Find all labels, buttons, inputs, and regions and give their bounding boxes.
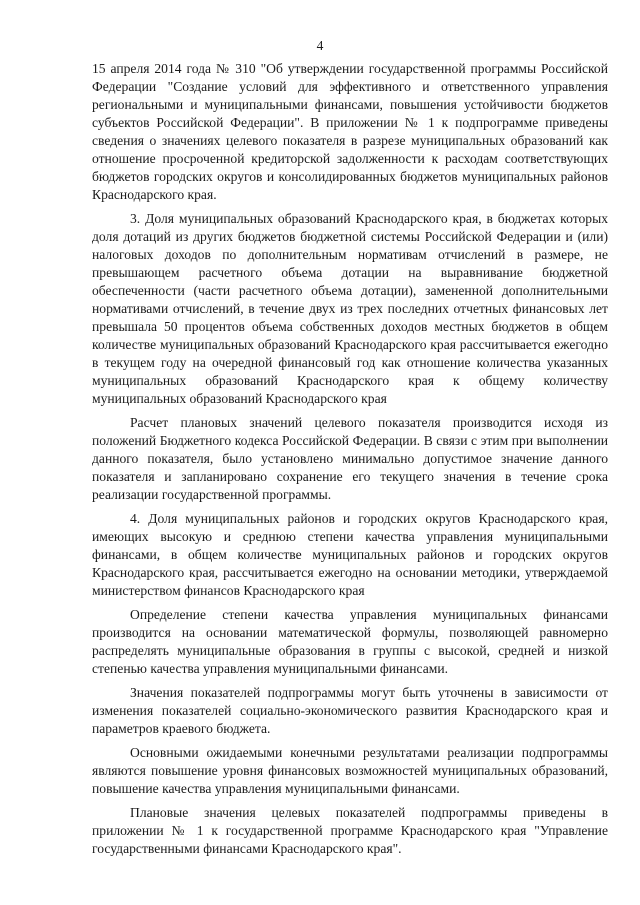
paragraph-planned-values: Плановые значения целевых показателей подпрограммы приведены в приложении № 1 к государственной программе Краснодарского края "Управление государственными финансами Краснодарского края". [92,805,608,856]
paragraph-indicator-4: 4. Доля муниципальных районов и городских округов Краснодарского края, имеющих высокую и среднюю степени качества управления муниципальными финансами, в общем количестве муниципальных районов и городских округов Краснодарского края, рассчитывается ежегодно на основании методики, утверждаемой министерством финансов Краснодарского края [92,511,608,598]
paragraph-calculation: Расчет плановых значений целевого показателя производится исходя из положений Бюджетного кодекса Российской Федерации. В связи с этим при выполнении данного показателя, было установлено минимально допустимое значение данного показателя и запланировано сохранение его текущего значения в течение срока реализации государственной программы. [92,415,608,502]
paragraph-continuation: 15 апреля 2014 года № 310 "Об утверждении государственной программы Российской Федерации "Создание условий для эффективного и ответственного управления региональными и муниципальными финансами, повышения устойчивости бюджетов субъектов Российской Федерации". В приложении № 1 к подпрограмме приведены сведения о значениях целевого показателя в разрезе муниципальных образований как отношение просроченной кредиторской задолженности к расходам соответствующих бюджетов городских округов и консолидированных бюджетов муниципальных районов Краснодарского края. [92,61,608,202]
paragraph-expected-results: Основными ожидаемыми конечными результатами реализации подпрограммы являются повышение уровня финансовых возможностей муниципальных образований, повышение качества управления муниципальными финансами. [92,745,608,796]
page-number: 4 [316,38,324,53]
paragraph-quality-definition: Определение степени качества управления муниципальных финансами производится на основании математической формулы, позволяющей равномерно распределять муниципальные образования в группы с высокой, средней и низкой степенью качества управления муниципальными финансами. [92,607,608,676]
paragraph-indicator-3: 3. Доля муниципальных образований Краснодарского края, в бюджетах которых доля дотаций из других бюджетов бюджетной системы Российской Федерации и (или) налоговых доходов по дополнительным нормативам отчислений в размере, не превышающем расчетного объема дотации на выравнивание бюджетной обеспеченности (части расчетного объема дотации), замененной дополнительными нормативами отчислений, в течение двух из трех последних отчетных финансовых лет превышала 50 процентов объема собственных доходов местных бюджетов в общем количестве муниципальных образований Краснодарского края рассчитывается ежегодно в текущем году на очередной финансовый год как отношение количества указанных муниципальных образований Краснодарского края к общему количеству муниципальных образований Краснодарского края [92,211,608,406]
document-body [92,60,608,864]
paragraph-values-adjustment: Значения показателей подпрограммы могут быть уточнены в зависимости от изменения показателей социально-экономического развития Краснодарского края и параметров краевого бюджета. [92,685,608,736]
